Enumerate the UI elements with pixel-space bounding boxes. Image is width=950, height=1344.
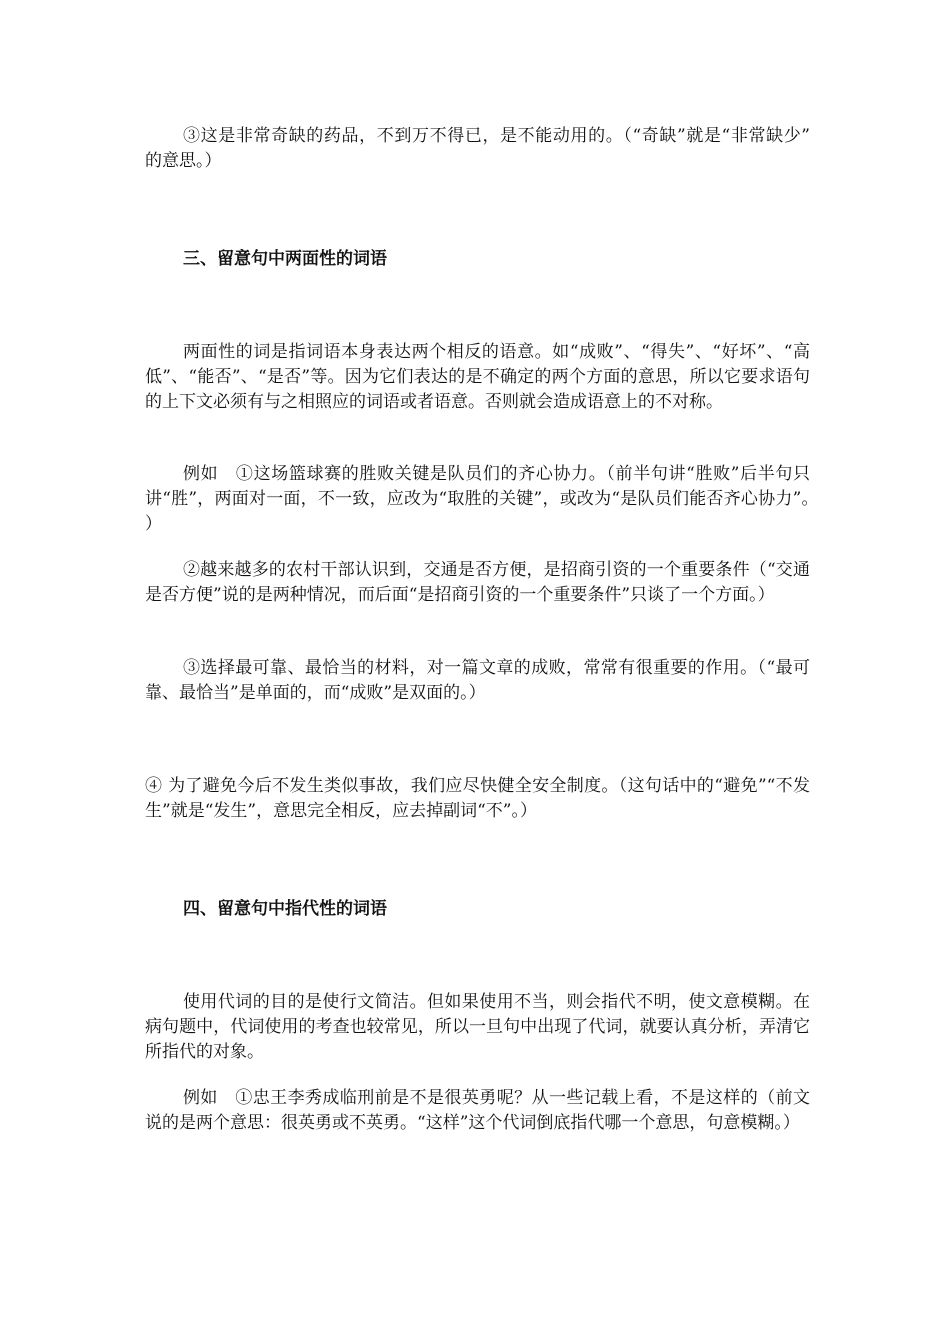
paragraph-two-sided-words: 两面性的词是指词语本身表达两个相反的语意。如“成败”、“得失”、“好坏”、“高低”、“能否”、“是否”等。因为它们表达的是不确定的两个方面的意思，所以它要求语句的上下文必须有与之相照应的词语或者语意。否则就会造成语意上的不对称。 — [145, 342, 810, 412]
paragraph-example-1-li-xiucheng: 例如 ①忠王李秀成临刑前是不是很英勇呢？从一些记载上看，不是这样的（前文说的是两个意思：很英勇或不英勇。“这样”这个代词倒底指代哪一个意思，句意模糊。） — [145, 1088, 810, 1133]
paragraph-example-1-basketball: 例如 ①这场篮球赛的胜败关键是队员们的齐心协力。（前半句讲“胜败”后半句只讲“胜”，两面对一面，不一致，应改为“取胜的关键”，或改为“是队员们能否齐心协力”。 ） — [145, 464, 833, 534]
paragraph-pronouns: 使用代词的目的是使行文简洁。但如果使用不当，则会指代不明，使文意模糊。在病句题中，代词使用的考查也较常见，所以一旦句中出现了代词，就要认真分析，弄清它所指代的对象。 — [145, 992, 810, 1062]
paragraph-example-3-material: ③选择最可靠、最恰当的材料，对一篇文章的成败，常常有很重要的作用。（“最可靠、最恰当”是单面的，而“成败”是双面的。） — [145, 658, 810, 703]
section-heading-3: 三、留意句中两面性的词语 — [183, 249, 387, 269]
section-heading-4: 四、留意句中指代性的词语 — [183, 899, 387, 919]
paragraph-example-4-accident: ④ 为了避免今后不发生类似事故，我们应尽快健全安全制度。（这句话中的“避免”“不发生”就是“发生”，意思完全相反，应去掉副词“不”。） — [145, 776, 810, 821]
paragraph-example-3-qique: ③这是非常奇缺的药品，不到万不得已，是不能动用的。（“奇缺”就是“非常缺少” 的意思。） — [145, 126, 833, 171]
paragraph-example-2-traffic: ②越来越多的农村干部认识到，交通是否方便，是招商引资的一个重要条件（“交通是否方便”说的是两种情况，而后面“是招商引资的一个重要条件”只谈了一个方面。） — [145, 560, 810, 605]
